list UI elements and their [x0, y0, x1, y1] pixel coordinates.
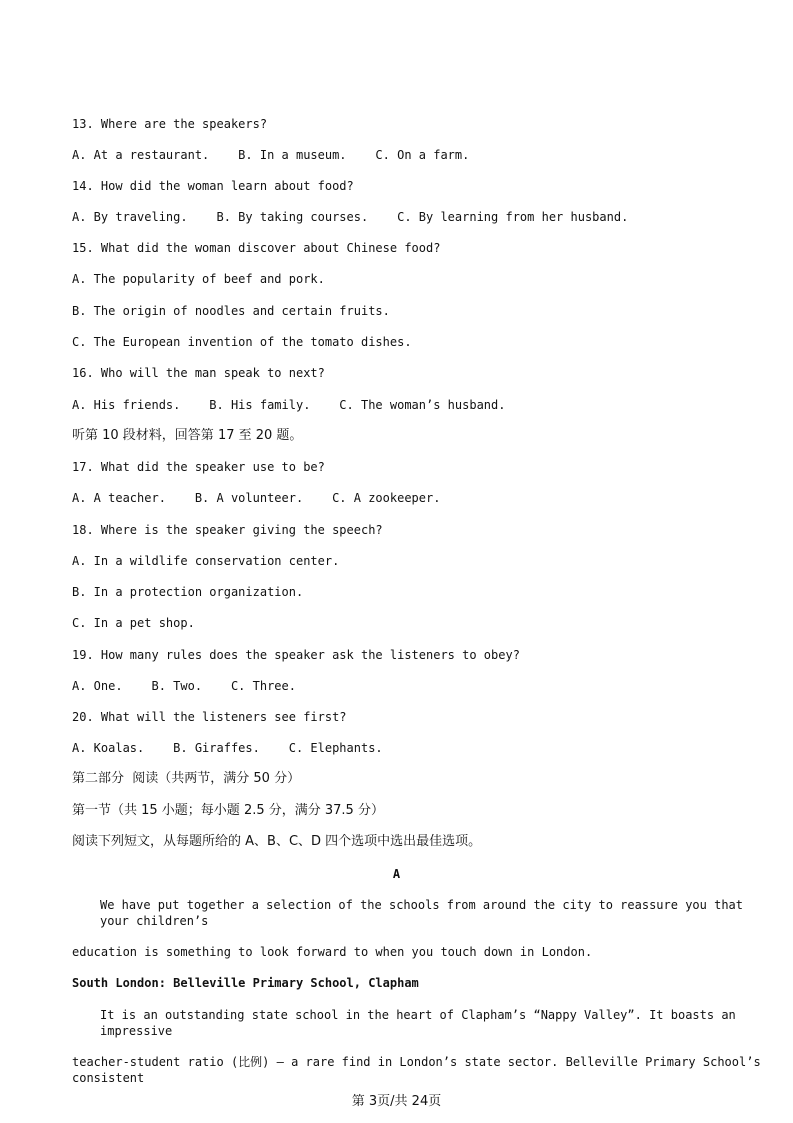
passage-label: A [392, 867, 401, 881]
question-19-options: A. One. B. Two. C. Three. [72, 679, 296, 693]
reading-instruction: 阅读下列短文，从每题所给的 A、B、C、D 四个选项中选出最佳选项。 [72, 834, 482, 849]
passage-paragraph-1: We have put together a selection of the schools from around the city to reassure you that your children’s [100, 898, 743, 928]
part-two-heading: 第二部分 阅读（共两节，满分 50 分） [72, 771, 301, 786]
section-instruction-17-20: 听第 10 段材料，回答第 17 至 20 题。 [72, 428, 303, 443]
question-14-options: A. By traveling. B. By taking courses. C. By learning from her husband. [72, 210, 629, 224]
question-18-option-b: B. In a protection organization. [72, 585, 304, 599]
question-13-options: A. At a restaurant. B. In a museum. C. On a farm. [72, 148, 470, 162]
question-16: 16. Who will the man speak to next? [72, 366, 325, 380]
passage-paragraph-2: It is an outstanding state school in the heart of Clapham’s “Nappy Valley”. It boasts an impressive [100, 1008, 736, 1038]
question-17: 17. What did the speaker use to be? [72, 460, 325, 474]
question-15-option-a: A. The popularity of beef and pork. [72, 272, 325, 286]
question-18-option-a: A. In a wildlife conservation center. [72, 554, 340, 568]
question-15: 15. What did the woman discover about Chinese food? [72, 241, 441, 255]
question-18-option-c: C. In a pet shop. [72, 616, 195, 630]
page-number: 第 3页/共 24页 [351, 1094, 442, 1109]
question-14: 14. How did the woman learn about food? [72, 179, 354, 193]
question-16-options: A. His friends. B. His family. C. The woman’s husband. [72, 398, 506, 412]
section-one-heading: 第一节（共 15 小题；每小题 2.5 分，满分 37.5 分） [72, 803, 384, 818]
school-heading: South London: Belleville Primary School, Clapham [72, 976, 419, 990]
passage-paragraph-2-cont: teacher-student ratio (比例) — a rare find in London’s state sector. Belleville Primary School’s consistent [72, 1055, 761, 1085]
question-18: 18. Where is the speaker giving the speech? [72, 523, 383, 537]
question-15-option-c: C. The European invention of the tomato dishes. [72, 335, 412, 349]
question-20-options: A. Koalas. B. Giraffes. C. Elephants. [72, 741, 383, 755]
question-20: 20. What will the listeners see first? [72, 710, 347, 724]
question-17-options: A. A teacher. B. A volunteer. C. A zookeeper. [72, 491, 441, 505]
passage-paragraph-1-cont: education is something to look forward to when you touch down in London. [72, 945, 593, 959]
question-19: 19. How many rules does the speaker ask the listeners to obey? [72, 648, 520, 662]
question-13: 13. Where are the speakers? [72, 117, 268, 131]
question-15-option-b: B. The origin of noodles and certain fruits. [72, 304, 390, 318]
